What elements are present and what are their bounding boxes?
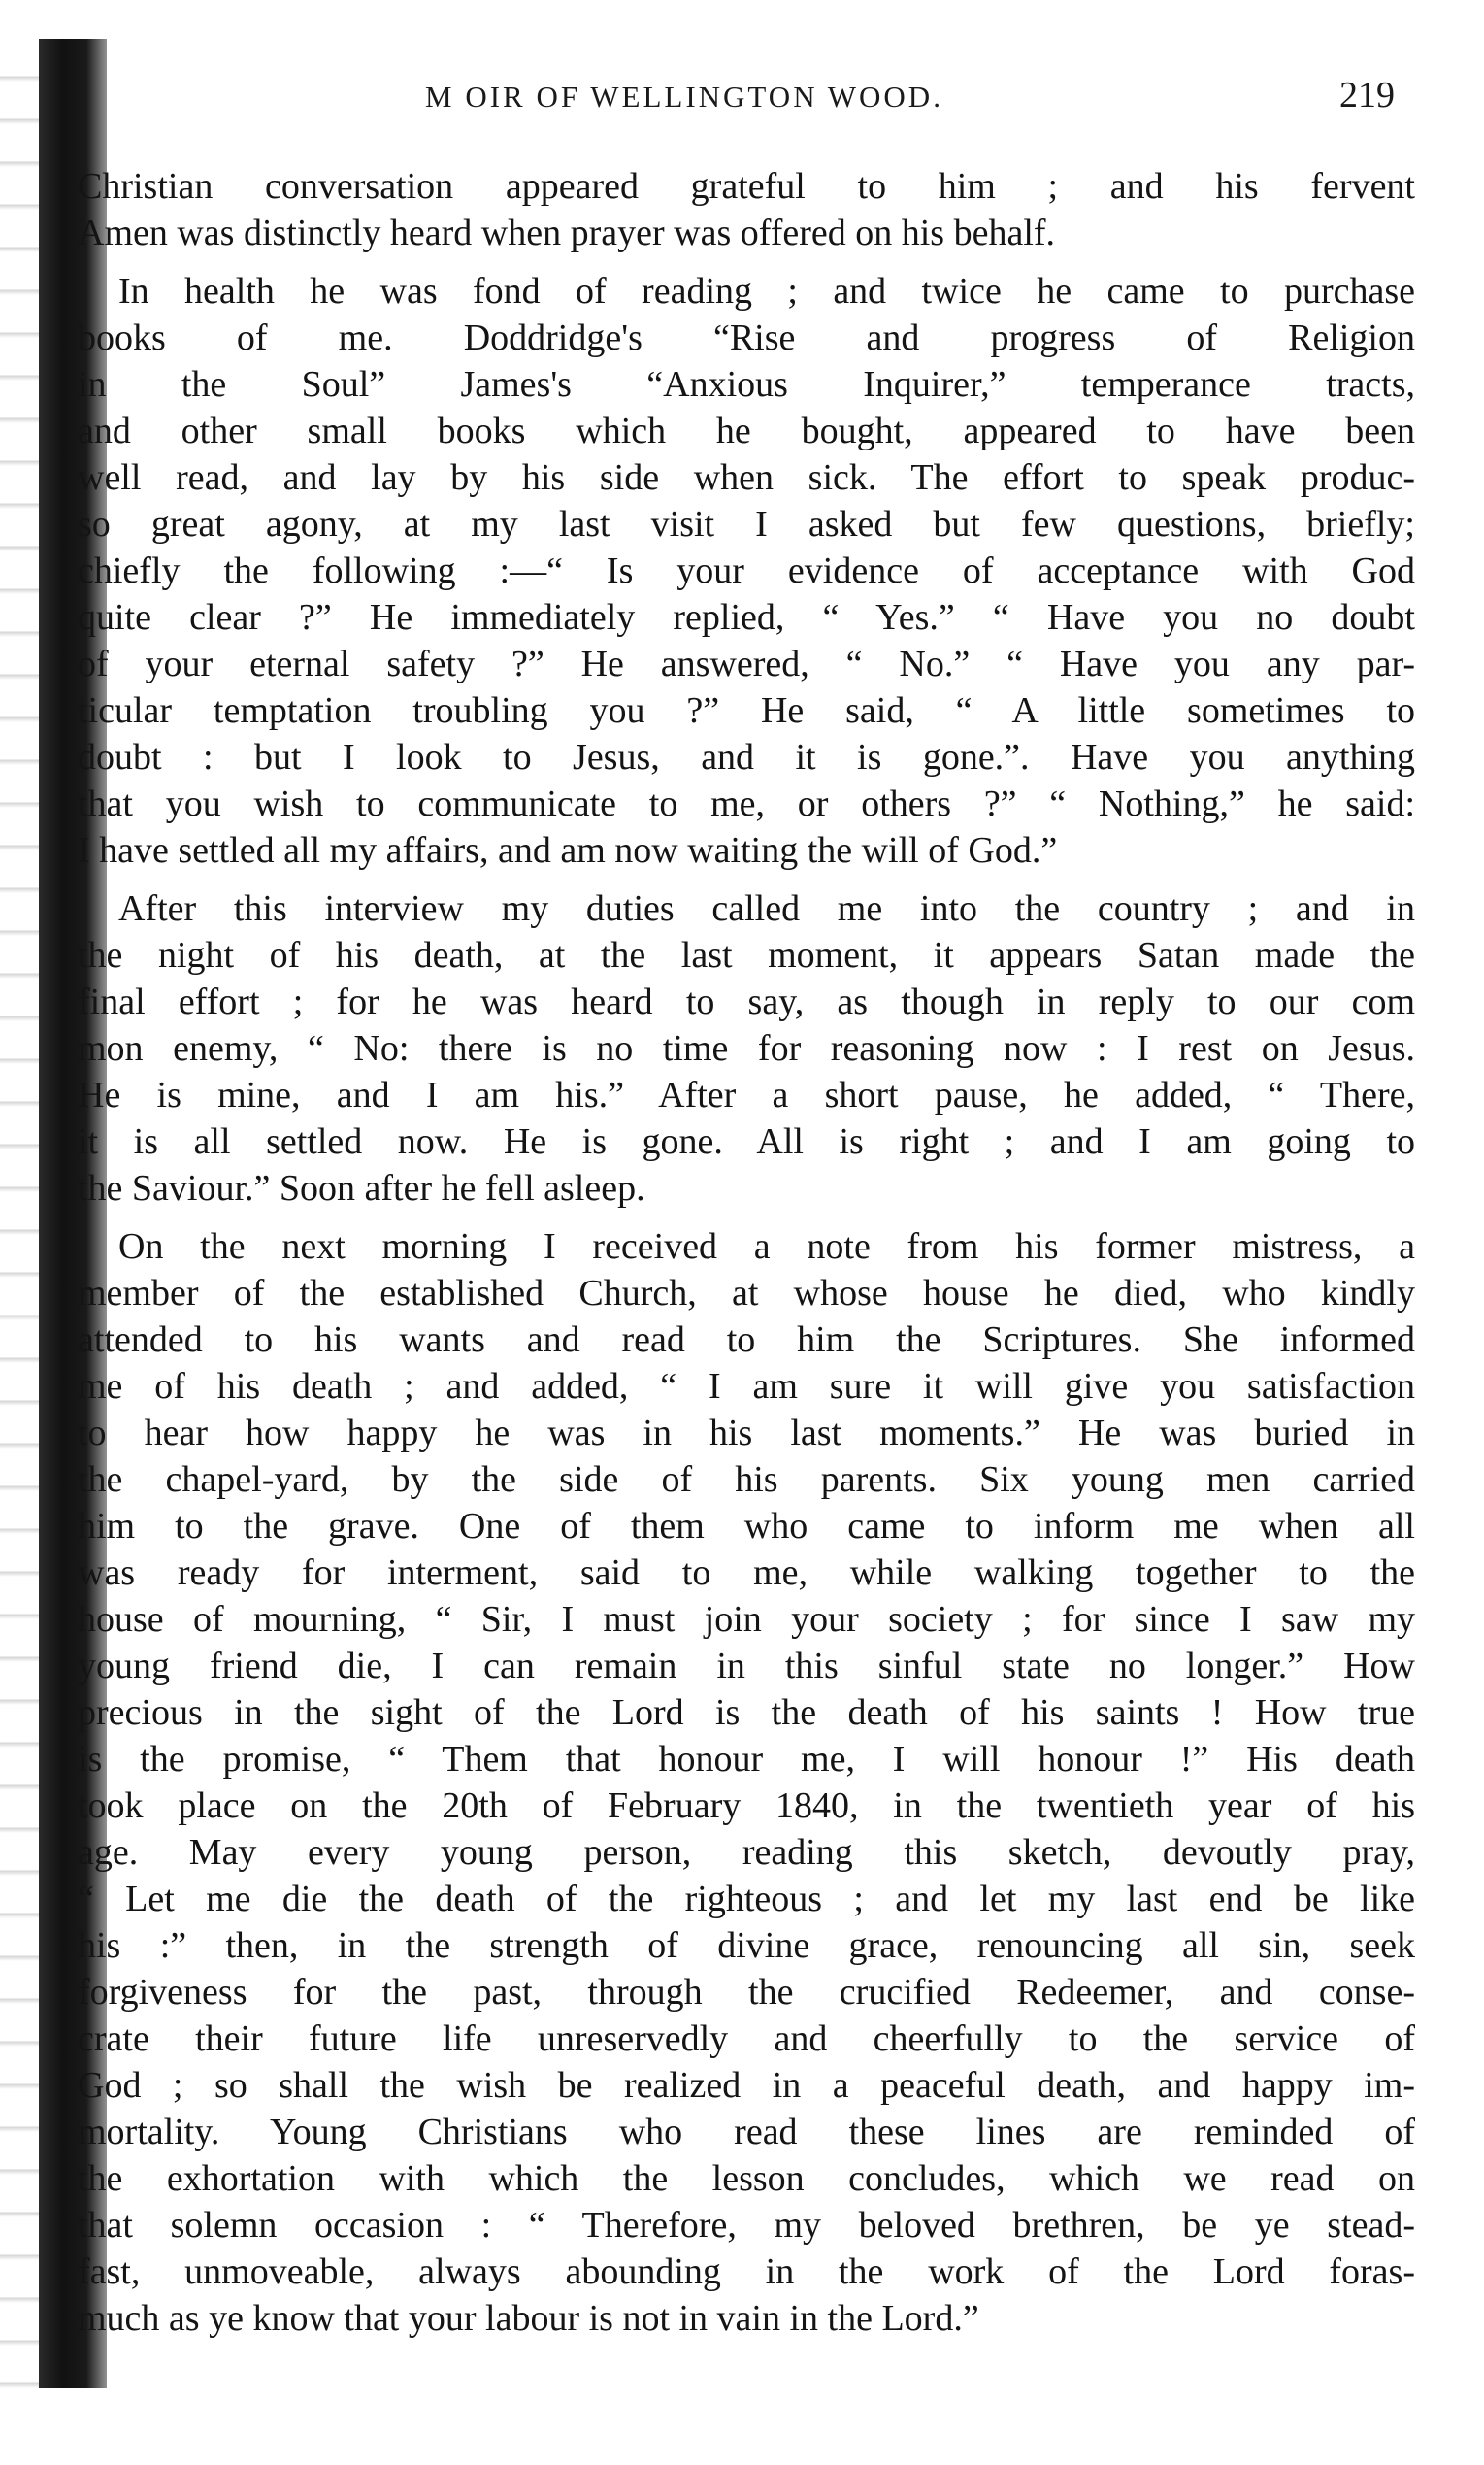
text-line: ticular temptation troubling you ?” He said, “ A little sometimes to [78, 690, 1415, 731]
text-line: crate their future life unreservedly and cheerfully to the service of [78, 2018, 1415, 2059]
text-line: to hear how happy he was in his last moments.” He was buried in [78, 1413, 1415, 1453]
text-line: chiefly the following :—“ Is your evidence of acceptance with God [78, 550, 1415, 591]
text-line: He is mine, and I am his.” After a short pause, he added, “ There, [78, 1075, 1415, 1116]
text-line: age. May every young person, reading this sketch, devoutly pray, [78, 1832, 1415, 1873]
text-line: house of mourning, “ Sir, I must join your society ; for since I saw my [78, 1599, 1415, 1640]
text-line: the chapel-yard, by the side of his parents. Six young men carried [78, 1459, 1415, 1500]
text-line: well read, and lay by his side when sick. The effort to speak produc- [78, 457, 1415, 498]
text-line: doubt : but I look to Jesus, and it is gone.”. Have you anything [78, 737, 1415, 778]
text-line: is the promise, “ Them that honour me, I will honour !” His death [78, 1739, 1415, 1780]
text-line: fast, unmoveable, always abounding in the work of the Lord foras- [78, 2251, 1415, 2292]
text-line: mon enemy, “ No: there is no time for reasoning now : I rest on Jesus. [78, 1028, 1415, 1069]
text-line: and other small books which he bought, appeared to have been [78, 411, 1415, 451]
text-line: God ; so shall the wish be realized in a peaceful death, and happy im- [78, 2065, 1415, 2106]
text-line: mortality. Young Christians who read these lines are reminded of [78, 2112, 1415, 2152]
text-line: that you wish to communicate to me, or others ?” “ Nothing,” he said: [78, 783, 1415, 824]
body-text [78, 163, 1415, 2353]
text-line: in the Soul” James's “Anxious Inquirer,” temperance tracts, [78, 364, 1415, 405]
text-line: was ready for interment, said to me, while walking together to the [78, 1552, 1415, 1593]
text-line: young friend die, I can remain in this sinful state no longer.” How [78, 1646, 1415, 1686]
text-line: On the next morning I received a note from his former mistress, a [118, 1226, 1415, 1267]
text-line: much as ye know that your labour is not in vain in the Lord.” [78, 2298, 979, 2339]
text-line: the Saviour.” Soon after he fell asleep. [78, 1168, 645, 1209]
text-line: I have settled all my affairs, and am now waiting the will of God.” [78, 830, 1058, 871]
text-line: took place on the 20th of February 1840, in the twentieth year of his [78, 1785, 1415, 1826]
paragraph [78, 1223, 1415, 2342]
paragraph [78, 163, 1415, 256]
text-line: Christian conversation appeared grateful to him ; and his fervent [78, 166, 1415, 207]
text-line: that solemn occasion : “ Therefore, my beloved brethren, be ye stead- [78, 2205, 1415, 2246]
paragraph [78, 268, 1415, 874]
text-line: the night of his death, at the last moment, it appears Satan made the [78, 935, 1415, 976]
text-line: me of his death ; and added, “ I am sure it will give you satisfaction [78, 1366, 1415, 1407]
binding-edge-bleed [0, 39, 39, 2388]
text-line: final effort ; for he was heard to say, as though in reply to our com [78, 982, 1415, 1022]
text-line: attended to his wants and read to him the Scriptures. She informed [78, 1319, 1415, 1360]
text-line: the exhortation with which the lesson concludes, which we read on [78, 2158, 1415, 2199]
running-title: M OIR OF WELLINGTON WOOD. [425, 80, 943, 114]
text-line: forgiveness for the past, through the crucified Redeemer, and conse- [78, 1972, 1415, 2013]
paragraph [78, 885, 1415, 1212]
text-line: it is all settled now. He is gone. All is right ; and I am going to [78, 1121, 1415, 1162]
text-line: “ Let me die the death of the righteous ; and let my last end be like [78, 1879, 1415, 1919]
text-line: member of the established Church, at whose house he died, who kindly [78, 1273, 1415, 1314]
text-line: his :” then, in the strength of divine grace, renouncing all sin, seek [78, 1925, 1415, 1966]
text-line: In health he was fond of reading ; and twice he came to purchase [118, 271, 1415, 312]
text-line: After this interview my duties called me into the country ; and in [118, 888, 1415, 929]
text-line: quite clear ?” He immediately replied, “ Yes.” “ Have you no doubt [78, 597, 1415, 638]
page-number: 219 [1339, 75, 1395, 116]
text-line: so great agony, at my last visit I asked but few questions, briefly; [78, 504, 1415, 545]
text-line: precious in the sight of the Lord is the death of his saints ! How true [78, 1692, 1415, 1733]
text-line: of your eternal safety ?” He answered, “ No.” “ Have you any par- [78, 644, 1415, 684]
text-line: books of me. Doddridge's “Rise and progress of Religion [78, 317, 1415, 358]
text-line: him to the grave. One of them who came to inform me when all [78, 1506, 1415, 1547]
text-line: Amen was distinctly heard when prayer was offered on his behalf. [78, 213, 1056, 253]
